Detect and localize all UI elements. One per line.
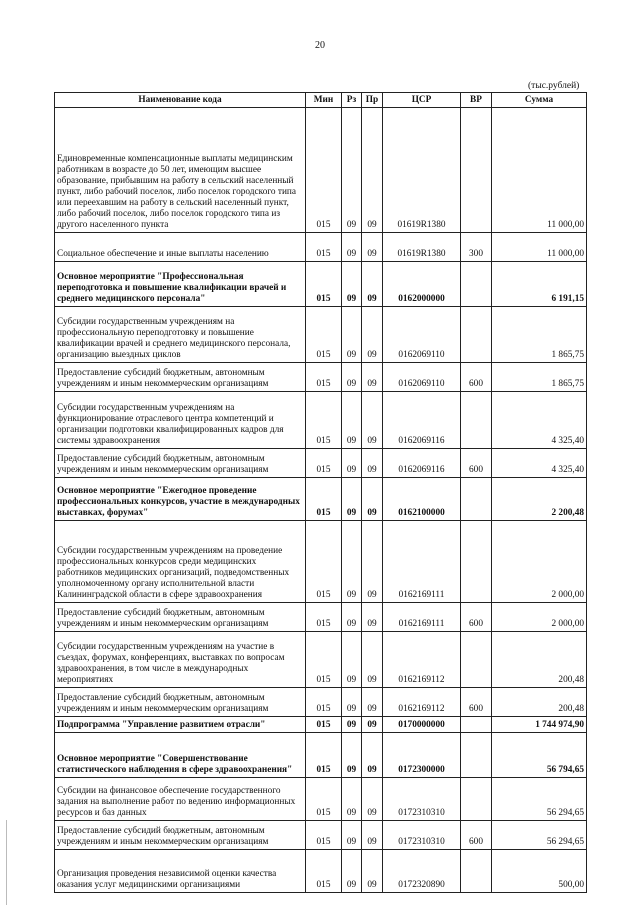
cell-name: Предоставление субсидий бюджетным, автономным учреждениям и иным некоммерческим организациям xyxy=(55,363,306,392)
cell-vr xyxy=(461,778,492,821)
header-rz: Рз xyxy=(342,93,362,108)
cell-name: Единовременные компенсационные выплаты медицинским работникам в возрасте до 50 лет, имеющим высшее образование, прибывшим на работу в сельский населенный пункт, либо рабочий поселок, либо поселок городского типа или переехавшим на работу в сельский населенный пункт, либо рабочий поселок, либо поселок городского типа из другого населенного пункта xyxy=(55,108,306,233)
cell-name: Предоставление субсидий бюджетным, автономным учреждениям и иным некоммерческим организациям xyxy=(55,688,306,717)
cell-pr: 09 xyxy=(362,449,383,478)
table-row xyxy=(55,632,587,688)
cell-pr: 09 xyxy=(362,363,383,392)
cell-vr xyxy=(461,521,492,603)
cell-min: 015 xyxy=(306,449,342,478)
cell-rz: 09 xyxy=(342,449,362,478)
cell-sum: 11 000,00 xyxy=(492,233,587,262)
table-row xyxy=(55,307,587,363)
cell-csr: 0170000000 xyxy=(383,717,461,733)
cell-sum: 2 000,00 xyxy=(492,521,587,603)
cell-vr: 600 xyxy=(461,821,492,850)
cell-min: 015 xyxy=(306,603,342,632)
cell-name: Основное мероприятие "Профессиональная переподготовка и повышение квалификации врачей и среднего медицинского персонала" xyxy=(55,262,306,307)
cell-csr: 0162169112 xyxy=(383,632,461,688)
cell-min: 015 xyxy=(306,821,342,850)
cell-name: Социальное обеспечение и иные выплаты населению xyxy=(55,233,306,262)
cell-vr xyxy=(461,392,492,449)
cell-csr: 01619R1380 xyxy=(383,233,461,262)
cell-min: 015 xyxy=(306,262,342,307)
cell-min: 015 xyxy=(306,233,342,262)
cell-csr: 01619R1380 xyxy=(383,108,461,233)
cell-csr: 0172310310 xyxy=(383,778,461,821)
cell-csr: 0162169111 xyxy=(383,521,461,603)
table-row xyxy=(55,733,587,778)
table-row xyxy=(55,603,587,632)
cell-pr: 09 xyxy=(362,521,383,603)
cell-csr: 0162069110 xyxy=(383,307,461,363)
table-row xyxy=(55,821,587,850)
cell-pr: 09 xyxy=(362,778,383,821)
cell-vr xyxy=(461,632,492,688)
cell-name: Субсидии на финансовое обеспечение государственного задания на выполнение работ по ведению информационных ресурсов и баз данных xyxy=(55,778,306,821)
cell-min: 015 xyxy=(306,363,342,392)
cell-sum: 56 794,65 xyxy=(492,733,587,778)
cell-name: Предоставление субсидий бюджетным, автономным учреждениям и иным некоммерческим организациям xyxy=(55,603,306,632)
cell-csr: 0162069116 xyxy=(383,449,461,478)
cell-pr: 09 xyxy=(362,478,383,521)
cell-rz: 09 xyxy=(342,717,362,733)
table-row xyxy=(55,392,587,449)
cell-rz: 09 xyxy=(342,821,362,850)
cell-sum: 500,00 xyxy=(492,850,587,893)
cell-rz: 09 xyxy=(342,733,362,778)
cell-sum: 56 294,65 xyxy=(492,821,587,850)
cell-csr: 0172300000 xyxy=(383,733,461,778)
cell-vr xyxy=(461,108,492,233)
header-vr: ВР xyxy=(461,93,492,108)
table-row xyxy=(55,688,587,717)
header-row xyxy=(55,93,587,108)
cell-rz: 09 xyxy=(342,688,362,717)
cell-pr: 09 xyxy=(362,717,383,733)
table-row xyxy=(55,233,587,262)
cell-pr: 09 xyxy=(362,392,383,449)
cell-csr: 0172310310 xyxy=(383,821,461,850)
cell-vr xyxy=(461,262,492,307)
cell-pr: 09 xyxy=(362,262,383,307)
header-sum: Сумма xyxy=(492,93,587,108)
header-name: Наименование кода xyxy=(55,93,306,108)
cell-vr xyxy=(461,307,492,363)
cell-min: 015 xyxy=(306,632,342,688)
cell-min: 015 xyxy=(306,521,342,603)
cell-sum: 56 294,65 xyxy=(492,778,587,821)
cell-name: Подпрограмма "Управление развитием отрасли" xyxy=(55,717,306,733)
cell-sum: 1 744 974,90 xyxy=(492,717,587,733)
cell-csr: 0162100000 xyxy=(383,478,461,521)
cell-csr: 0162169112 xyxy=(383,688,461,717)
cell-name: Субсидии государственным учреждениям на функционирование отраслевого центра компетенций и организации подготовки квалифицированных кадров для системы здравоохранения xyxy=(55,392,306,449)
cell-csr: 0162169111 xyxy=(383,603,461,632)
cell-csr: 0162000000 xyxy=(383,262,461,307)
units-label: (тыс.рублей) xyxy=(528,81,580,91)
cell-name: Предоставление субсидий бюджетным, автономным учреждениям и иным некоммерческим организациям xyxy=(55,449,306,478)
table-row xyxy=(55,778,587,821)
table-row xyxy=(55,521,587,603)
table-row xyxy=(55,108,587,233)
cell-name: Субсидии государственным учреждениям на проведение профессиональных конкурсов среди медицинских работников медицинских организаций, подведомственных уполномоченному органу исполнительной власти Калининградской области в сфере здравоохранения xyxy=(55,521,306,603)
table-row xyxy=(55,850,587,893)
table-row xyxy=(55,262,587,307)
cell-min: 015 xyxy=(306,778,342,821)
cell-min: 015 xyxy=(306,392,342,449)
cell-name: Организация проведения независимой оценки качества оказания услуг медицинскими организациями xyxy=(55,850,306,893)
cell-rz: 09 xyxy=(342,392,362,449)
cell-csr: 0162069110 xyxy=(383,363,461,392)
cell-min: 015 xyxy=(306,478,342,521)
cell-vr xyxy=(461,733,492,778)
cell-csr: 0162069116 xyxy=(383,392,461,449)
cell-rz: 09 xyxy=(342,603,362,632)
cell-rz: 09 xyxy=(342,363,362,392)
cell-pr: 09 xyxy=(362,733,383,778)
cell-pr: 09 xyxy=(362,108,383,233)
table-row xyxy=(55,449,587,478)
cell-sum: 200,48 xyxy=(492,688,587,717)
cell-rz: 09 xyxy=(342,778,362,821)
cell-pr: 09 xyxy=(362,632,383,688)
cell-vr: 600 xyxy=(461,449,492,478)
cell-vr xyxy=(461,850,492,893)
cell-name: Субсидии государственным учреждениям на участие в съездах, форумах, конференциях, выставках по вопросам здравоохранения, в том числе в международных мероприятиях xyxy=(55,632,306,688)
cell-csr: 0172320890 xyxy=(383,850,461,893)
cell-rz: 09 xyxy=(342,262,362,307)
cell-rz: 09 xyxy=(342,850,362,893)
cell-rz: 09 xyxy=(342,233,362,262)
cell-vr: 300 xyxy=(461,233,492,262)
cell-pr: 09 xyxy=(362,821,383,850)
scan-edge-mark xyxy=(6,820,7,905)
cell-pr: 09 xyxy=(362,688,383,717)
cell-sum: 2 000,00 xyxy=(492,603,587,632)
cell-vr xyxy=(461,717,492,733)
cell-min: 015 xyxy=(306,717,342,733)
cell-min: 015 xyxy=(306,850,342,893)
cell-name: Предоставление субсидий бюджетным, автономным учреждениям и иным некоммерческим организациям xyxy=(55,821,306,850)
header-csr: ЦСР xyxy=(383,93,461,108)
cell-sum: 11 000,00 xyxy=(492,108,587,233)
cell-rz: 09 xyxy=(342,108,362,233)
cell-rz: 09 xyxy=(342,632,362,688)
cell-pr: 09 xyxy=(362,233,383,262)
cell-vr: 600 xyxy=(461,603,492,632)
cell-rz: 09 xyxy=(342,478,362,521)
cell-min: 015 xyxy=(306,307,342,363)
cell-pr: 09 xyxy=(362,307,383,363)
table-row xyxy=(55,363,587,392)
cell-name: Основное мероприятие "Совершенствование статистического наблюдения в сфере здравоохранения" xyxy=(55,733,306,778)
table-row xyxy=(55,717,587,733)
budget-table xyxy=(54,92,587,893)
cell-name: Субсидии государственным учреждениям на профессиональную переподготовку и повышение квалификации врачей и среднего медицинского персонала, организацию выездных циклов xyxy=(55,307,306,363)
cell-name: Основное мероприятие "Ежегодное проведение профессиональных конкурсов, участие в международных выставках, форумах" xyxy=(55,478,306,521)
cell-vr xyxy=(461,478,492,521)
cell-vr: 600 xyxy=(461,363,492,392)
table-body xyxy=(55,108,587,893)
cell-sum: 6 191,15 xyxy=(492,262,587,307)
cell-sum: 4 325,40 xyxy=(492,449,587,478)
header-pr: Пр xyxy=(362,93,383,108)
cell-rz: 09 xyxy=(342,307,362,363)
header-min: Мин xyxy=(306,93,342,108)
cell-min: 015 xyxy=(306,688,342,717)
cell-sum: 4 325,40 xyxy=(492,392,587,449)
cell-sum: 1 865,75 xyxy=(492,363,587,392)
cell-sum: 200,48 xyxy=(492,632,587,688)
cell-vr: 600 xyxy=(461,688,492,717)
cell-pr: 09 xyxy=(362,603,383,632)
cell-rz: 09 xyxy=(342,521,362,603)
cell-sum: 2 200,48 xyxy=(492,478,587,521)
cell-pr: 09 xyxy=(362,850,383,893)
cell-min: 015 xyxy=(306,108,342,233)
page-number: 20 xyxy=(315,40,325,51)
cell-min: 015 xyxy=(306,733,342,778)
table-row xyxy=(55,478,587,521)
cell-sum: 1 865,75 xyxy=(492,307,587,363)
